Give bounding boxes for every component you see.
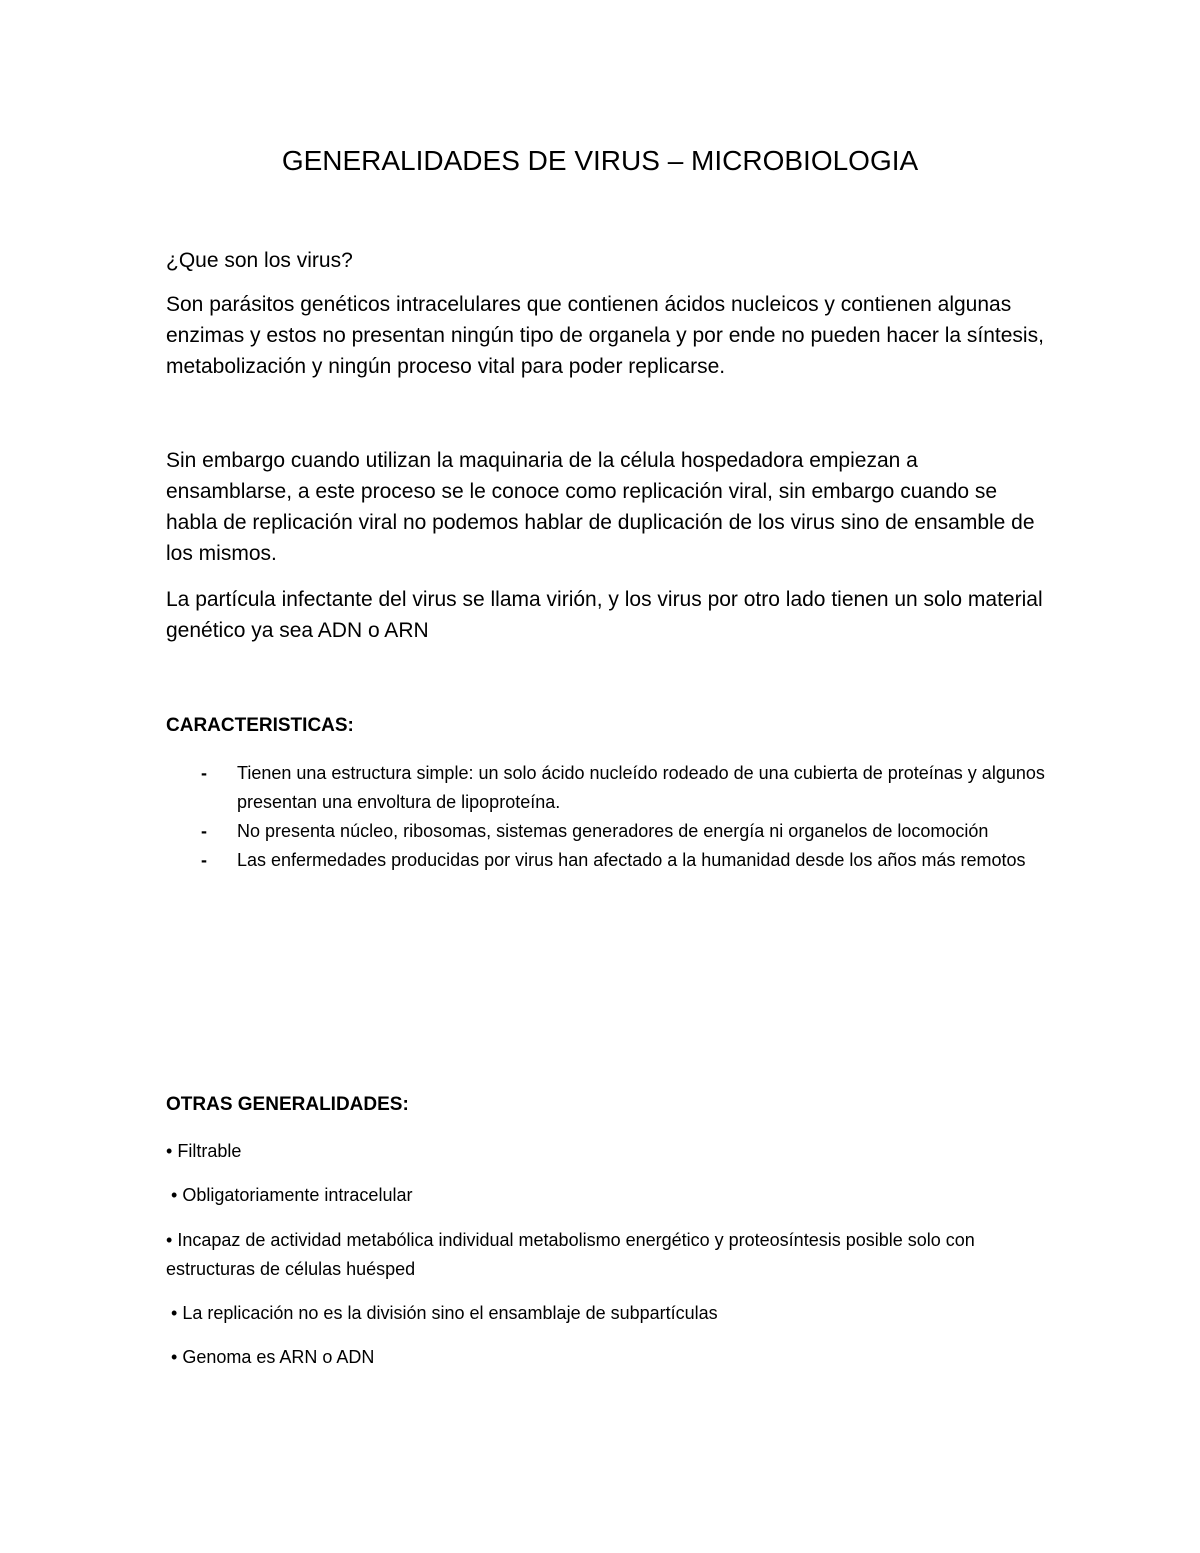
bullet-icon: • [166, 1230, 173, 1250]
list-item-text: Tienen una estructura simple: un solo ácido nucleído rodeado de una cubierta de proteínas y algunos presentan una envoltura de lipoproteína. [237, 763, 1045, 812]
bullet-text: La replicación no es la división sino el ensamblaje de subpartículas [182, 1303, 718, 1323]
dash-marker: - [201, 821, 207, 841]
question-text: ¿Que son los virus? [166, 249, 353, 272]
bullet-icon: • [171, 1185, 178, 1205]
otras-generalidades-heading: OTRAS GENERALIDADES: [166, 1094, 409, 1115]
caracteristicas-heading: CARACTERISTICAS: [166, 715, 354, 736]
list-item-text: Las enfermedades producidas por virus han afectado a la humanidad desde los años más remotos [237, 850, 1026, 870]
paragraph-1: Son parásitos genéticos intracelulares que contienen ácidos nucleicos y contienen algunas enzimas y estos no presentan ningún tipo de organela y por ende no pueden hacer la síntesis, metabolización y ningún proceso vital para poder replicarse. [166, 293, 1044, 378]
dash-marker: - [201, 850, 207, 870]
bullet-item [166, 1299, 1046, 1328]
list-item [166, 817, 1046, 846]
bullet-item [166, 1181, 1046, 1210]
list-item [166, 846, 1046, 875]
caracteristicas-list [166, 759, 1046, 875]
dash-marker: - [201, 763, 207, 783]
bullet-item [166, 1226, 1046, 1284]
list-item-text: No presenta núcleo, ribosomas, sistemas generadores de energía ni organelos de locomoción [237, 821, 989, 841]
bullet-text: Filtrable [177, 1141, 242, 1161]
bullet-icon: • [171, 1303, 178, 1323]
bullet-item [166, 1343, 1046, 1372]
paragraph-3: La partícula infectante del virus se llama virión, y los virus por otro lado tienen un solo material genético ya sea ADN o ARN [166, 588, 1043, 642]
bullet-item [166, 1137, 1046, 1166]
page-title: GENERALIDADES DE VIRUS – MICROBIOLOGIA [281, 145, 919, 176]
paragraph-2: Sin embargo cuando utilizan la maquinaria de la célula hospedadora empiezan a ensamblarse, a este proceso se le conoce como replicación viral, sin embargo cuando se habla de replicación viral no podemos hablar de duplicación de los virus sino de ensamble de los mismos. [166, 449, 1035, 565]
list-item [166, 759, 1046, 817]
bullet-text: Genoma es ARN o ADN [182, 1347, 375, 1367]
bullet-icon: • [171, 1347, 178, 1367]
bullet-icon: • [166, 1141, 173, 1161]
bullet-text: Incapaz de actividad metabólica individual metabolismo energético y proteosíntesis posible solo con estructuras de células huésped [166, 1230, 975, 1279]
bullet-text: Obligatoriamente intracelular [182, 1185, 413, 1205]
